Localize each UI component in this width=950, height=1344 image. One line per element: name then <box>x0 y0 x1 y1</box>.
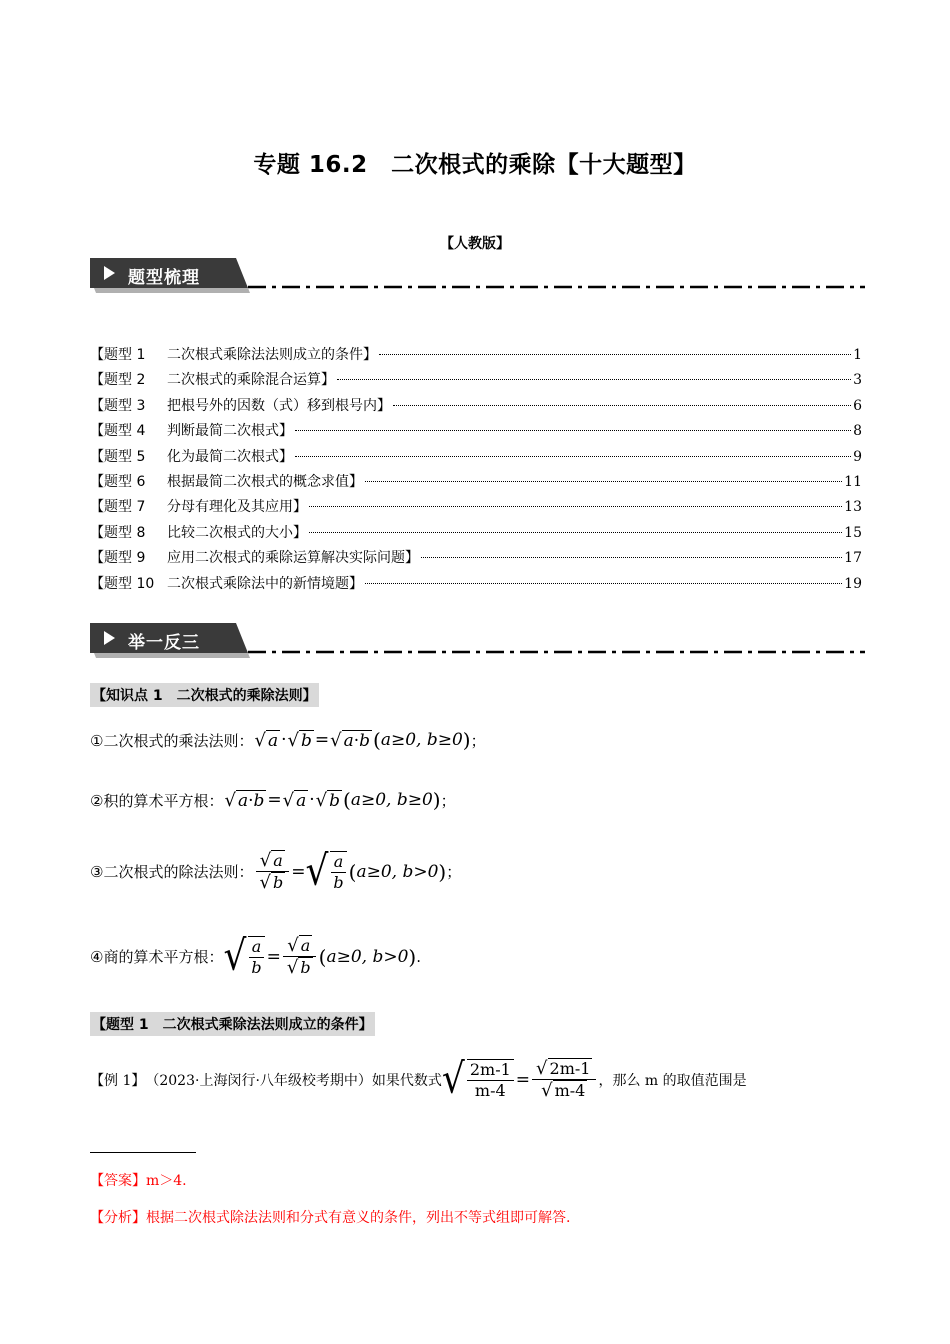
toc-leader <box>295 456 851 457</box>
toc-page-number: 9 <box>853 448 862 465</box>
toc-item-6[interactable] <box>90 471 862 496</box>
rule-label: ③二次根式的除法法则： <box>90 863 254 881</box>
analysis <box>90 1207 570 1227</box>
example-tail: ，那么 m 的取值范围是 <box>598 1072 747 1089</box>
toc-item-7[interactable] <box>90 496 862 521</box>
answer-label: 【答案】 <box>90 1173 146 1189</box>
rule-label: ①二次根式的乘法法则： <box>90 731 254 750</box>
example-source: （2023·上海闵行·八年级校考期中）如果代数式 <box>145 1072 442 1089</box>
example-formula: √ $\frac{2m-1}{m-4}$ = √ 2m-1 √ m-4 <box>442 1058 599 1101</box>
banner-label: 举一反三 <box>128 633 200 653</box>
toc-item-4[interactable] <box>90 420 862 445</box>
toc-bracket-open: 【 <box>90 423 104 440</box>
formula-multiplication: √ a · √ b = √ a·b ( a≥0, b≥0 ) <box>254 728 471 752</box>
toc-leader <box>337 379 851 380</box>
answer <box>90 1170 187 1190</box>
toc-item-number: 题型 2 <box>104 372 146 389</box>
analysis-text: 根据二次根式除法法则和分式有意义的条件，列出不等式组即可解答. <box>146 1210 571 1226</box>
formula-quotient-root: √ $\frac{a}{b}$ = √ a √ b ( a≥0, b>0 ) <box>223 932 417 980</box>
toc-page-number: 19 <box>844 575 862 592</box>
toc-item-1[interactable] <box>90 344 862 369</box>
toc-bracket-close: 】 <box>279 423 293 440</box>
toc-page-number: 15 <box>844 524 862 541</box>
toc-bracket-close: 】 <box>377 397 391 414</box>
example-1 <box>90 1055 747 1103</box>
banner-shape <box>90 258 865 294</box>
toc-item-10[interactable] <box>90 573 862 598</box>
toc-bracket-close: 】 <box>321 372 335 389</box>
toc-page-number: 13 <box>844 499 862 516</box>
toc-item-text: 二次根式乘除法法则成立的条件 <box>167 347 363 363</box>
banner-shape <box>90 623 865 659</box>
page-title: 专题 16.2 二次根式的乘除【十大题型】 <box>253 152 697 178</box>
toc-bracket-open: 【 <box>90 550 104 567</box>
toc-bracket-close: 】 <box>293 499 307 516</box>
toc-leader <box>365 481 842 482</box>
toc-item-text: 把根号外的因数（式）移到根号内 <box>167 397 377 414</box>
toc-bracket-open: 【 <box>90 397 104 414</box>
analysis-label: 【分析】 <box>90 1210 146 1226</box>
toc-item-number: 题型 9 <box>104 550 146 567</box>
toc-bracket-open: 【 <box>90 448 104 465</box>
edition-label: 【人教版】 <box>440 236 510 252</box>
toc-bracket-close: 】 <box>279 448 293 465</box>
toc-item-number: 题型 4 <box>104 423 146 440</box>
formula-division: √ a √ b = √ $\frac{a}{b}$ ( a≥0, b>0 ) <box>253 850 446 893</box>
formula-product-root: √ a·b = √ a · √ b ( a≥0, b≥0 ) <box>224 788 441 812</box>
toc-item-text: 根据最简二次根式的概念求值 <box>167 473 349 490</box>
toc-page-number: 6 <box>853 397 862 414</box>
toc-leader <box>295 430 851 431</box>
toc-item-3[interactable] <box>90 395 862 420</box>
rule-division: ③二次根式的除法法则： √ a √ b = √ $\frac{a}{b}$ ( a≥0, b>0 ) ； <box>90 847 462 895</box>
knowledge-heading: 【知识点 1 二次根式的乘除法则】 <box>90 683 319 707</box>
toc-item-number: 题型 10 <box>104 575 155 592</box>
toc-item-text: 比较二次根式的大小 <box>167 524 293 541</box>
toc-bracket-close: 】 <box>363 347 377 363</box>
toc-bracket-open: 【 <box>90 499 104 516</box>
toc-leader <box>393 405 851 406</box>
toc-item-8[interactable] <box>90 522 862 547</box>
toc-bracket-open: 【 <box>90 575 104 592</box>
banner-label: 题型梳理 <box>128 268 200 288</box>
toc-item-2[interactable] <box>90 369 862 394</box>
toc-leader <box>379 354 851 355</box>
toc-item-text: 应用二次根式的乘除运算解决实际问题 <box>167 550 405 567</box>
toc-bracket-close: 】 <box>349 473 363 490</box>
toc-item-text: 二次根式的乘除混合运算 <box>167 372 321 389</box>
rule-label: ④商的算术平方根： <box>90 948 224 966</box>
toc-item-number: 题型 6 <box>104 473 146 490</box>
toc-item-text: 判断最简二次根式 <box>167 423 279 440</box>
toc-page-number: 3 <box>853 372 862 389</box>
example-label: 【例 1】 <box>90 1072 146 1089</box>
toc-bracket-open: 【 <box>90 347 104 363</box>
table-of-contents <box>90 344 862 598</box>
toc-item-number: 题型 1 <box>104 347 146 363</box>
toc-item-text: 二次根式乘除法中的新情境题 <box>167 575 349 592</box>
toc-item-number: 题型 7 <box>104 499 146 516</box>
toc-leader <box>421 557 842 558</box>
toc-leader <box>309 506 842 507</box>
toc-page-number: 8 <box>853 423 862 440</box>
rule-product-root: ②积的算术平方根： √ a·b = √ a · √ b ( a≥0, b≥0 ) ； <box>90 788 456 812</box>
rule-multiplication: ①二次根式的乘法法则： √ a · √ b = √ a·b ( a≥0, b≥0 ) ； <box>90 728 486 752</box>
toc-item-number: 题型 3 <box>104 397 146 414</box>
toc-leader <box>309 532 842 533</box>
toc-item-text: 分母有理化及其应用 <box>167 499 293 516</box>
toc-leader <box>365 583 842 584</box>
toc-page-number: 11 <box>844 473 862 490</box>
toc-bracket-close: 】 <box>405 550 419 567</box>
rule-label: ②积的算术平方根： <box>90 791 224 810</box>
toc-item-9[interactable] <box>90 547 862 572</box>
section-banner-practice <box>90 623 865 659</box>
answer-blank-line <box>90 1152 196 1153</box>
toc-item-number: 题型 5 <box>104 448 146 465</box>
toc-item-text: 化为最简二次根式 <box>167 448 279 465</box>
rule-quotient-root: ④商的算术平方根： √ $\frac{a}{b}$ = √ a √ b ( a≥0, b>0 ) . <box>90 932 421 980</box>
toc-bracket-open: 【 <box>90 524 104 541</box>
toc-bracket-open: 【 <box>90 372 104 389</box>
toc-item-5[interactable] <box>90 446 862 471</box>
toc-bracket-close: 】 <box>293 524 307 541</box>
toc-item-number: 题型 8 <box>104 524 146 541</box>
toc-page-number: 1 <box>853 347 862 363</box>
section-heading-type1: 【题型 1 二次根式乘除法法则成立的条件】 <box>90 1012 375 1036</box>
answer-text: m＞4. <box>146 1173 187 1189</box>
toc-page-number: 17 <box>844 550 862 567</box>
section-banner-overview <box>90 258 865 294</box>
toc-bracket-close: 】 <box>349 575 363 592</box>
toc-bracket-open: 【 <box>90 473 104 490</box>
